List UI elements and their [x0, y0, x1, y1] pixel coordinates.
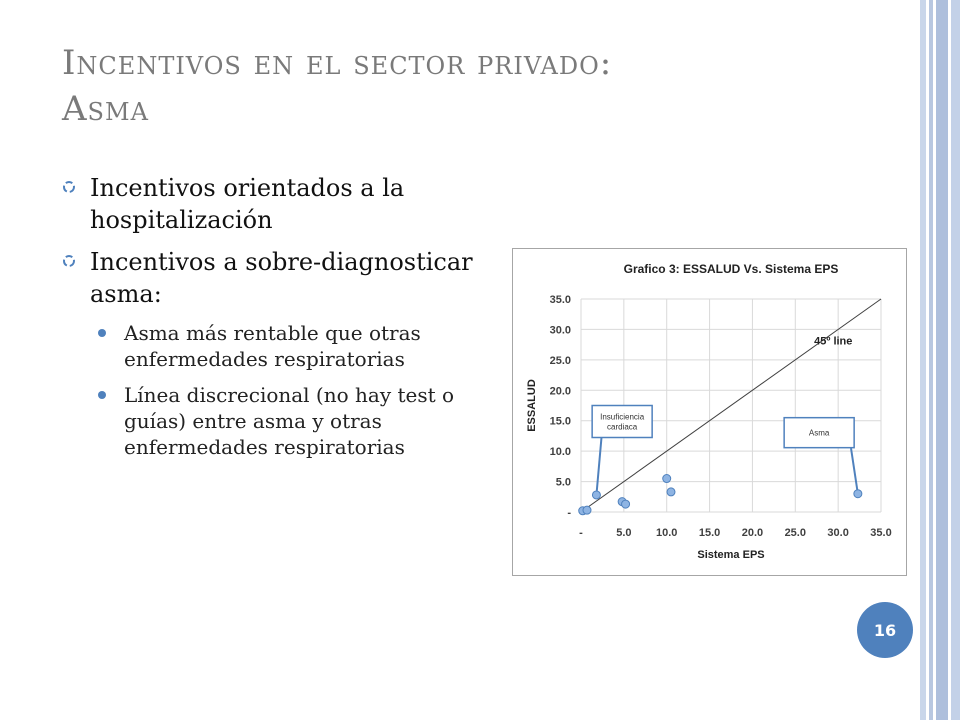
data-point: [622, 500, 630, 508]
annotation-text: Asma: [808, 428, 830, 438]
slide-title-line2: Asma: [62, 89, 149, 129]
page-number-badge: [857, 602, 913, 658]
chart-frame: [512, 248, 907, 576]
data-point: [583, 506, 591, 514]
annotation-text: cardiaca: [607, 422, 638, 432]
annotation-box: [592, 406, 652, 438]
bullet-marker-icon: [62, 254, 76, 268]
y-tick-label: -: [567, 507, 571, 519]
annotation-text: Insuficiencia: [600, 412, 645, 422]
sub-bullet-text: Línea discrecional (no hay test o guías) entre asma y otras enfermedades respiratorias: [124, 383, 455, 459]
bullet-item: [62, 172, 482, 236]
y-tick-label: 20.0: [549, 385, 571, 398]
sub-bullet-item: [62, 320, 482, 372]
data-point: [663, 475, 671, 483]
data-point: [854, 490, 862, 498]
reference-line-label: 45º line: [814, 335, 853, 348]
x-axis-label: Sistema EPS: [697, 549, 765, 561]
bullet-text: Incentivos orientados a la hospitalización: [90, 174, 405, 234]
x-tick-label: 10.0: [656, 527, 678, 539]
bullet-item: [62, 246, 482, 310]
sub-bullet-dot-icon: [98, 391, 106, 399]
annotation-leader: [851, 448, 858, 494]
x-tick-label: 25.0: [784, 527, 806, 539]
x-tick-label: 35.0: [870, 527, 892, 539]
y-tick-label: 35.0: [549, 294, 571, 306]
y-axis-label: ESSALUD: [526, 379, 538, 432]
y-tick-label: 15.0: [549, 415, 571, 428]
y-tick-label: 10.0: [549, 446, 571, 459]
sub-bullet-dot-icon: [98, 329, 106, 337]
decorative-stripes: [920, 0, 960, 720]
y-tick-label: 30.0: [549, 324, 571, 337]
x-tick-label: 5.0: [616, 527, 632, 539]
y-tick-label: 25.0: [549, 354, 571, 367]
data-point: [667, 488, 675, 496]
x-tick-label: 20.0: [741, 527, 764, 539]
slide-title-line1: Incentivos en el sector privado:: [62, 43, 613, 83]
sub-bullet-item: [62, 382, 482, 460]
page-number: 16: [873, 620, 897, 640]
data-point: [592, 491, 600, 499]
sub-bullet-text: Asma más rentable que otras enfermedades respiratorias: [124, 321, 421, 371]
bullet-text: Incentivos a sobre-diagnosticar asma:: [90, 248, 473, 308]
bullet-list: [62, 172, 482, 470]
x-tick-label: -: [579, 527, 583, 539]
slide-title: [62, 40, 882, 132]
y-tick-label: 5.0: [555, 476, 571, 489]
bullet-marker-icon: [62, 180, 76, 194]
x-tick-label: 30.0: [827, 527, 849, 539]
chart-title: Grafico 3: ESSALUD Vs. Sistema EPS: [623, 262, 839, 276]
scatter-chart: [513, 249, 906, 575]
x-tick-label: 15.0: [698, 527, 721, 539]
